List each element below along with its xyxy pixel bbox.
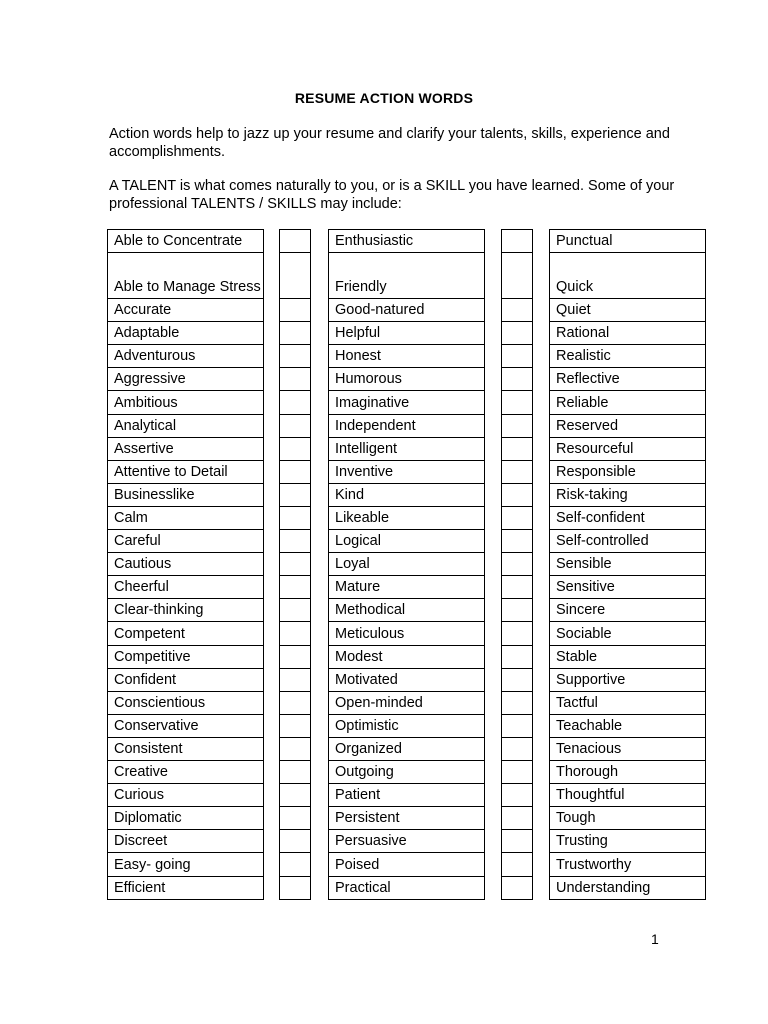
word-label: Creative bbox=[114, 764, 168, 781]
word-label: Sociable bbox=[556, 625, 612, 642]
checkbox-cell[interactable] bbox=[502, 230, 532, 253]
checkbox-cell[interactable] bbox=[502, 553, 532, 576]
checkbox-cell[interactable] bbox=[280, 438, 310, 461]
word-label: Good-natured bbox=[335, 302, 425, 319]
word-label: Intelligent bbox=[335, 440, 398, 457]
word-row bbox=[108, 230, 263, 253]
checkbox-cell[interactable] bbox=[280, 669, 310, 692]
checkbox-cell[interactable] bbox=[280, 692, 310, 715]
checkbox-cell[interactable] bbox=[502, 415, 532, 438]
word-row bbox=[550, 669, 705, 692]
word-row bbox=[108, 253, 263, 299]
checkbox-cell[interactable] bbox=[502, 807, 532, 830]
word-label: Enthusiastic bbox=[335, 233, 414, 250]
word-label: Persistent bbox=[335, 810, 400, 827]
word-row bbox=[550, 715, 705, 738]
word-row bbox=[108, 669, 263, 692]
word-label: Aggressive bbox=[114, 371, 186, 388]
word-label: Discreet bbox=[114, 833, 168, 850]
word-row bbox=[550, 830, 705, 853]
word-label: Efficient bbox=[114, 879, 166, 896]
checkbox-cell[interactable] bbox=[502, 507, 532, 530]
word-label: Patient bbox=[335, 787, 381, 804]
word-row bbox=[329, 553, 484, 576]
word-label: Helpful bbox=[335, 325, 381, 342]
word-row bbox=[108, 807, 263, 830]
word-row bbox=[329, 669, 484, 692]
word-label: Conservative bbox=[114, 717, 199, 734]
word-label: Quiet bbox=[556, 302, 591, 319]
word-row bbox=[329, 345, 484, 368]
checkbox-cell[interactable] bbox=[280, 830, 310, 853]
word-row bbox=[108, 368, 263, 391]
page-title: RESUME ACTION WORDS bbox=[294, 90, 474, 106]
word-row bbox=[108, 322, 263, 345]
checkbox-cell[interactable] bbox=[280, 253, 310, 299]
checkbox-cell[interactable] bbox=[502, 576, 532, 599]
word-row bbox=[329, 461, 484, 484]
checkbox-cell[interactable] bbox=[280, 784, 310, 807]
word-row bbox=[550, 623, 705, 646]
word-row bbox=[329, 877, 484, 900]
word-row bbox=[108, 715, 263, 738]
word-label: Practical bbox=[335, 879, 391, 896]
word-label: Humorous bbox=[335, 371, 402, 388]
word-row bbox=[329, 322, 484, 345]
word-row bbox=[550, 807, 705, 830]
word-row bbox=[550, 877, 705, 900]
word-label: Kind bbox=[335, 486, 365, 503]
word-row bbox=[108, 553, 263, 576]
word-row bbox=[329, 299, 484, 322]
word-label: Persuasive bbox=[335, 833, 407, 850]
word-label: Reserved bbox=[556, 417, 619, 434]
checkbox-cell[interactable] bbox=[502, 646, 532, 669]
word-label: Able to Concentrate bbox=[114, 233, 243, 250]
word-label: Trustworthy bbox=[556, 856, 632, 873]
word-row bbox=[550, 230, 705, 253]
word-row bbox=[329, 715, 484, 738]
word-column-1 bbox=[107, 229, 264, 900]
word-label: Understanding bbox=[556, 879, 651, 896]
word-row bbox=[329, 368, 484, 391]
word-row bbox=[550, 461, 705, 484]
word-row bbox=[329, 507, 484, 530]
word-label: Independent bbox=[335, 417, 416, 434]
word-column-2 bbox=[328, 229, 485, 900]
word-row bbox=[108, 415, 263, 438]
checkbox-cell[interactable] bbox=[502, 830, 532, 853]
word-label: Easy- going bbox=[114, 856, 191, 873]
word-label: Clear-thinking bbox=[114, 602, 204, 619]
word-row bbox=[108, 854, 263, 877]
word-row bbox=[108, 830, 263, 853]
checkbox-cell[interactable] bbox=[280, 322, 310, 345]
page-number: 1 bbox=[651, 931, 659, 947]
checkbox-cell[interactable] bbox=[502, 623, 532, 646]
word-row bbox=[329, 415, 484, 438]
checkbox-cell[interactable] bbox=[280, 807, 310, 830]
word-label: Cheerful bbox=[114, 579, 169, 596]
checkbox-cell[interactable] bbox=[502, 438, 532, 461]
checkbox-cell[interactable] bbox=[280, 738, 310, 761]
word-label: Resourceful bbox=[556, 440, 634, 457]
word-label: Quick bbox=[556, 278, 594, 295]
word-label: Honest bbox=[335, 348, 381, 365]
checkbox-cell[interactable] bbox=[280, 484, 310, 507]
word-row bbox=[108, 623, 263, 646]
checkbox-cell[interactable] bbox=[502, 345, 532, 368]
checkbox-cell[interactable] bbox=[502, 599, 532, 622]
checkbox-cell[interactable] bbox=[502, 761, 532, 784]
word-label: Reliable bbox=[556, 394, 609, 411]
word-label: Sensible bbox=[556, 556, 612, 573]
word-label: Responsible bbox=[556, 463, 636, 480]
word-label: Assertive bbox=[114, 440, 174, 457]
word-row bbox=[550, 646, 705, 669]
checkbox-cell[interactable] bbox=[502, 854, 532, 877]
word-label: Friendly bbox=[335, 278, 387, 295]
word-row bbox=[550, 738, 705, 761]
word-row bbox=[550, 784, 705, 807]
word-label: Logical bbox=[335, 533, 381, 550]
word-row bbox=[550, 507, 705, 530]
checkbox-cell[interactable] bbox=[502, 669, 532, 692]
checkbox-cell[interactable] bbox=[280, 299, 310, 322]
word-label: Sensitive bbox=[556, 579, 615, 596]
word-row bbox=[329, 623, 484, 646]
word-row bbox=[550, 761, 705, 784]
word-row bbox=[329, 830, 484, 853]
word-label: Likeable bbox=[335, 510, 390, 527]
word-row bbox=[550, 599, 705, 622]
word-label: Trusting bbox=[556, 833, 608, 850]
word-label: Confident bbox=[114, 671, 177, 688]
word-label: Conscientious bbox=[114, 694, 206, 711]
word-row bbox=[550, 530, 705, 553]
word-label: Open-minded bbox=[335, 694, 423, 711]
word-label: Meticulous bbox=[335, 625, 405, 642]
word-row bbox=[329, 692, 484, 715]
word-label: Motivated bbox=[335, 671, 398, 688]
word-row bbox=[550, 438, 705, 461]
word-label: Punctual bbox=[556, 233, 613, 250]
word-label: Modest bbox=[335, 648, 383, 665]
word-label: Adventurous bbox=[114, 348, 196, 365]
checkbox-cell[interactable] bbox=[502, 784, 532, 807]
word-label: Tenacious bbox=[556, 741, 622, 758]
word-row bbox=[108, 576, 263, 599]
checkbox-cell[interactable] bbox=[280, 368, 310, 391]
checkbox-cell[interactable] bbox=[502, 392, 532, 415]
word-label: Curious bbox=[114, 787, 164, 804]
word-row bbox=[108, 299, 263, 322]
word-label: Realistic bbox=[556, 348, 611, 365]
word-label: Self-confident bbox=[556, 510, 645, 527]
checkbox-column-1 bbox=[279, 229, 311, 900]
word-label: Organized bbox=[335, 741, 402, 758]
word-row bbox=[550, 322, 705, 345]
word-label: Methodical bbox=[335, 602, 406, 619]
word-row bbox=[550, 392, 705, 415]
checkbox-cell[interactable] bbox=[280, 461, 310, 484]
checkbox-cell[interactable] bbox=[280, 345, 310, 368]
checkbox-cell[interactable] bbox=[280, 576, 310, 599]
word-row bbox=[550, 692, 705, 715]
checkbox-cell[interactable] bbox=[280, 392, 310, 415]
word-label: Outgoing bbox=[335, 764, 394, 781]
checkbox-cell[interactable] bbox=[280, 715, 310, 738]
word-label: Careful bbox=[114, 533, 161, 550]
word-label: Rational bbox=[556, 325, 610, 342]
word-row bbox=[550, 576, 705, 599]
checkbox-cell[interactable] bbox=[280, 553, 310, 576]
word-row bbox=[329, 230, 484, 253]
word-label: Cautious bbox=[114, 556, 172, 573]
word-label: Sincere bbox=[556, 602, 606, 619]
word-row bbox=[550, 253, 705, 299]
checkbox-cell[interactable] bbox=[280, 230, 310, 253]
word-label: Self-controlled bbox=[556, 533, 649, 550]
word-row bbox=[329, 530, 484, 553]
word-label: Loyal bbox=[335, 556, 370, 573]
checkbox-cell[interactable] bbox=[502, 368, 532, 391]
word-row bbox=[108, 530, 263, 553]
word-label: Thoughtful bbox=[556, 787, 625, 804]
word-row bbox=[550, 415, 705, 438]
checkbox-cell[interactable] bbox=[280, 530, 310, 553]
word-label: Supportive bbox=[556, 671, 626, 688]
word-label: Attentive to Detail bbox=[114, 463, 228, 480]
word-row bbox=[108, 392, 263, 415]
checkbox-cell[interactable] bbox=[502, 253, 532, 299]
word-row bbox=[108, 692, 263, 715]
checkbox-cell[interactable] bbox=[280, 761, 310, 784]
checkbox-cell[interactable] bbox=[280, 599, 310, 622]
word-label: Mature bbox=[335, 579, 381, 596]
word-row bbox=[108, 438, 263, 461]
word-row bbox=[108, 599, 263, 622]
word-row bbox=[329, 646, 484, 669]
word-row bbox=[329, 784, 484, 807]
word-label: Competent bbox=[114, 625, 185, 642]
word-label: Poised bbox=[335, 856, 380, 873]
word-row bbox=[108, 461, 263, 484]
checkbox-cell[interactable] bbox=[502, 322, 532, 345]
checkbox-column-2 bbox=[501, 229, 533, 900]
checkbox-cell[interactable] bbox=[502, 299, 532, 322]
checkbox-cell[interactable] bbox=[280, 415, 310, 438]
word-label: Diplomatic bbox=[114, 810, 182, 827]
word-label: Consistent bbox=[114, 741, 183, 758]
word-row bbox=[550, 299, 705, 322]
talent-paragraph: A TALENT is what comes naturally to you, or is a SKILL you have learned. Some of your professional TALENTS / SKILLS may include: bbox=[109, 178, 675, 212]
word-label: Teachable bbox=[556, 717, 623, 734]
word-row bbox=[329, 253, 484, 299]
word-row bbox=[329, 484, 484, 507]
word-label: Inventive bbox=[335, 463, 394, 480]
checkbox-cell[interactable] bbox=[280, 646, 310, 669]
word-label: Able to Manage Stress bbox=[114, 278, 261, 295]
checkbox-cell[interactable] bbox=[502, 692, 532, 715]
word-row bbox=[108, 784, 263, 807]
word-row bbox=[108, 484, 263, 507]
intro-paragraph: Action words help to jazz up your resume and clarify your talents, skills, experience and accomplishments. bbox=[109, 126, 670, 160]
checkbox-cell[interactable] bbox=[280, 877, 310, 900]
word-row bbox=[550, 484, 705, 507]
word-label: Calm bbox=[114, 510, 148, 527]
word-row bbox=[550, 553, 705, 576]
word-label: Tactful bbox=[556, 694, 598, 711]
word-label: Thorough bbox=[556, 764, 619, 781]
word-label: Analytical bbox=[114, 417, 177, 434]
word-row bbox=[329, 807, 484, 830]
checkbox-cell[interactable] bbox=[502, 715, 532, 738]
word-row bbox=[550, 854, 705, 877]
word-column-3 bbox=[549, 229, 706, 900]
word-row bbox=[108, 345, 263, 368]
word-row bbox=[108, 738, 263, 761]
word-label: Optimistic bbox=[335, 717, 399, 734]
checkbox-cell[interactable] bbox=[502, 484, 532, 507]
word-label: Businesslike bbox=[114, 486, 195, 503]
word-row bbox=[108, 761, 263, 784]
word-label: Imaginative bbox=[335, 394, 410, 411]
word-row bbox=[108, 877, 263, 900]
word-row bbox=[329, 599, 484, 622]
word-label: Reflective bbox=[556, 371, 620, 388]
word-label: Adaptable bbox=[114, 325, 180, 342]
word-row bbox=[550, 368, 705, 391]
word-row bbox=[329, 854, 484, 877]
checkbox-cell[interactable] bbox=[502, 738, 532, 761]
checkbox-cell[interactable] bbox=[502, 530, 532, 553]
word-label: Accurate bbox=[114, 302, 172, 319]
checkbox-cell[interactable] bbox=[502, 461, 532, 484]
word-label: Tough bbox=[556, 810, 596, 827]
checkbox-cell[interactable] bbox=[502, 877, 532, 900]
word-row bbox=[329, 761, 484, 784]
word-row bbox=[550, 345, 705, 368]
word-row bbox=[108, 646, 263, 669]
checkbox-cell[interactable] bbox=[280, 854, 310, 877]
word-row bbox=[108, 507, 263, 530]
word-label: Competitive bbox=[114, 648, 191, 665]
checkbox-cell[interactable] bbox=[280, 623, 310, 646]
word-row bbox=[329, 576, 484, 599]
word-label: Risk-taking bbox=[556, 486, 628, 503]
word-label: Ambitious bbox=[114, 394, 178, 411]
checkbox-cell[interactable] bbox=[280, 507, 310, 530]
word-row bbox=[329, 392, 484, 415]
word-row bbox=[329, 738, 484, 761]
word-row bbox=[329, 438, 484, 461]
word-label: Stable bbox=[556, 648, 598, 665]
